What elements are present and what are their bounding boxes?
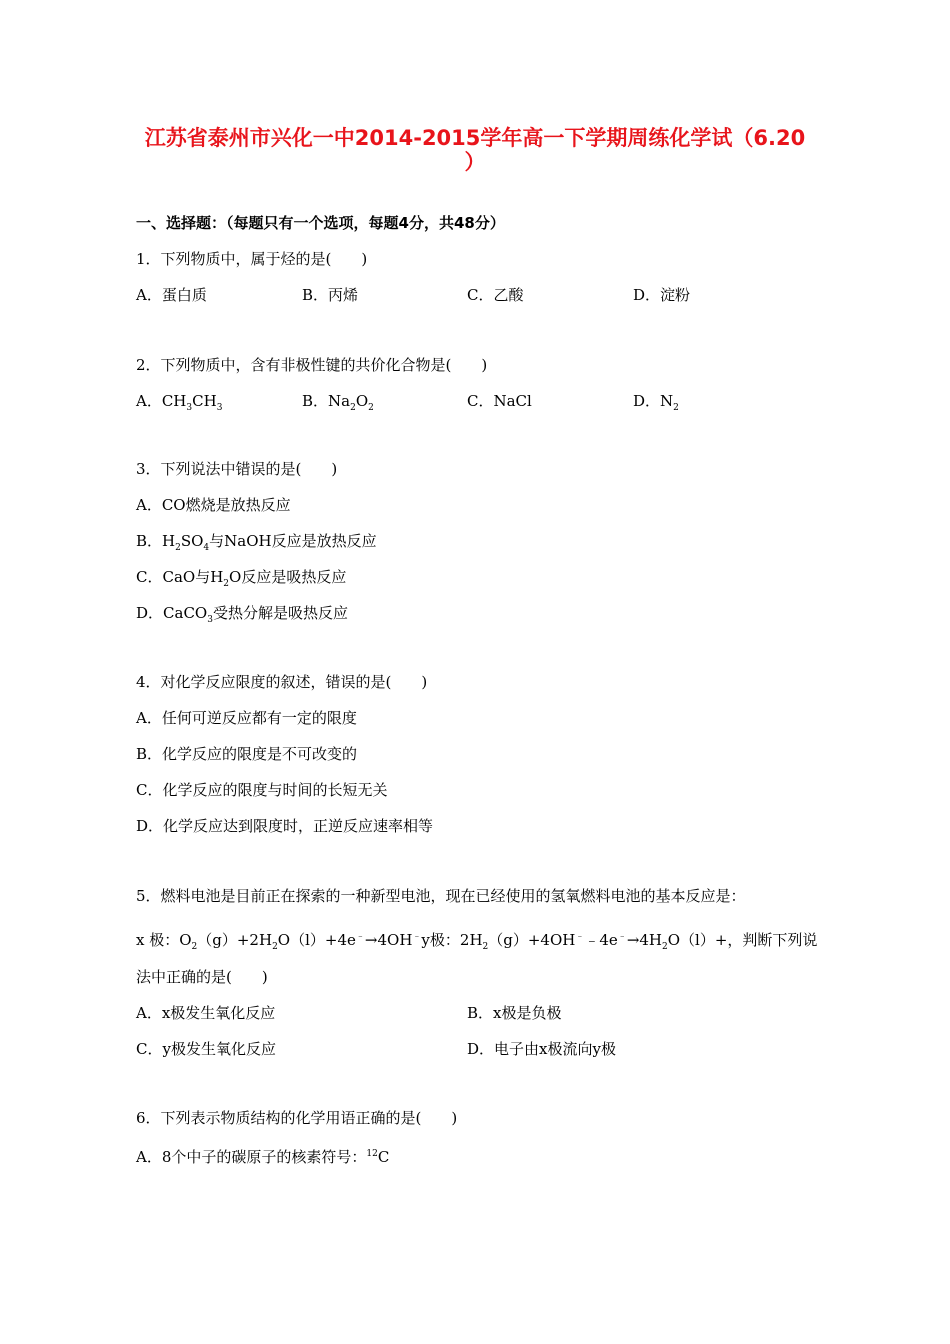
q3-option-a: A．CO燃烧是放热反应	[136, 496, 291, 514]
q3-option-c: C．CaO与$H_2O$反应是吸热反应	[136, 568, 347, 589]
q4-option-c: C．化学反应的限度与时间的长短无关	[136, 781, 388, 799]
question-1-stem: 1．下列物质中，属于烃的是( )	[136, 250, 368, 268]
q4-option-a: A．任何可逆反应都有一定的限度	[136, 709, 357, 727]
question-6-stem: 6．下列表示物质结构的化学用语正确的是( )	[136, 1109, 458, 1127]
q2-option-d: D．$N_2$	[633, 392, 679, 413]
q5-option-a: A．x极发生氧化反应	[136, 1004, 276, 1022]
q5-option-b: B．x极是负极	[467, 1004, 562, 1022]
question-5-stem-line2: x 极：$O_2(g)+2H_2O(l)+4e^﹣\to 4OH^﹣y$极：$2H_2(g)+4OH^﹣﹣4e^﹣\to 4H_2O(l)+$，判断下列说	[136, 931, 818, 952]
question-2-stem: 2．下列物质中，含有非极性键的共价化合物是( )	[136, 356, 488, 374]
q4-option-b: B．化学反应的限度是不可改变的	[136, 745, 358, 763]
q2-option-a: A．$CH_3CH_3$	[136, 392, 223, 413]
document-title-line1: 江苏省泰州市兴化一中2014-2015学年高一下学期周练化学试（6.20	[144, 126, 806, 150]
q1-option-a: A．蛋白质	[136, 286, 207, 304]
q3-option-d: D．CaCO$_3$受热分解是吸热反应	[136, 604, 348, 625]
section-heading: 一、选择题：（每题只有一个选项，每题4分，共48分）	[136, 214, 505, 232]
q1-option-c: C．乙酸	[467, 286, 524, 304]
q1-option-b: B．丙烯	[302, 286, 359, 304]
q6-option-a: A．8个中子的碳原子的核素符号：$^{12}$C	[136, 1148, 390, 1166]
q5-option-d: D．电子由x极流向y极	[467, 1040, 616, 1058]
document-title-line2: ）	[464, 150, 486, 174]
q5-option-c: C．y极发生氧化反应	[136, 1040, 276, 1058]
q2-option-c: C．NaCl	[467, 392, 532, 410]
question-5-stem-line1: 5．燃料电池是目前正在探索的一种新型电池，现在已经使用的氢氧燃料电池的基本反应是：	[136, 887, 746, 905]
question-3-stem: 3．下列说法中错误的是( )	[136, 460, 338, 478]
q1-option-d: D．淀粉	[633, 286, 691, 304]
question-4-stem: 4．对化学反应限度的叙述，错误的是( )	[136, 673, 428, 691]
q3-option-b: B．$H_2SO_4$与NaOH反应是放热反应	[136, 532, 377, 553]
question-5-stem-line3: 法中正确的是( )	[136, 968, 268, 986]
q2-option-b: B．$Na_2O_2$	[302, 392, 374, 413]
q4-option-d: D．化学反应达到限度时，正逆反应速率相等	[136, 817, 434, 835]
